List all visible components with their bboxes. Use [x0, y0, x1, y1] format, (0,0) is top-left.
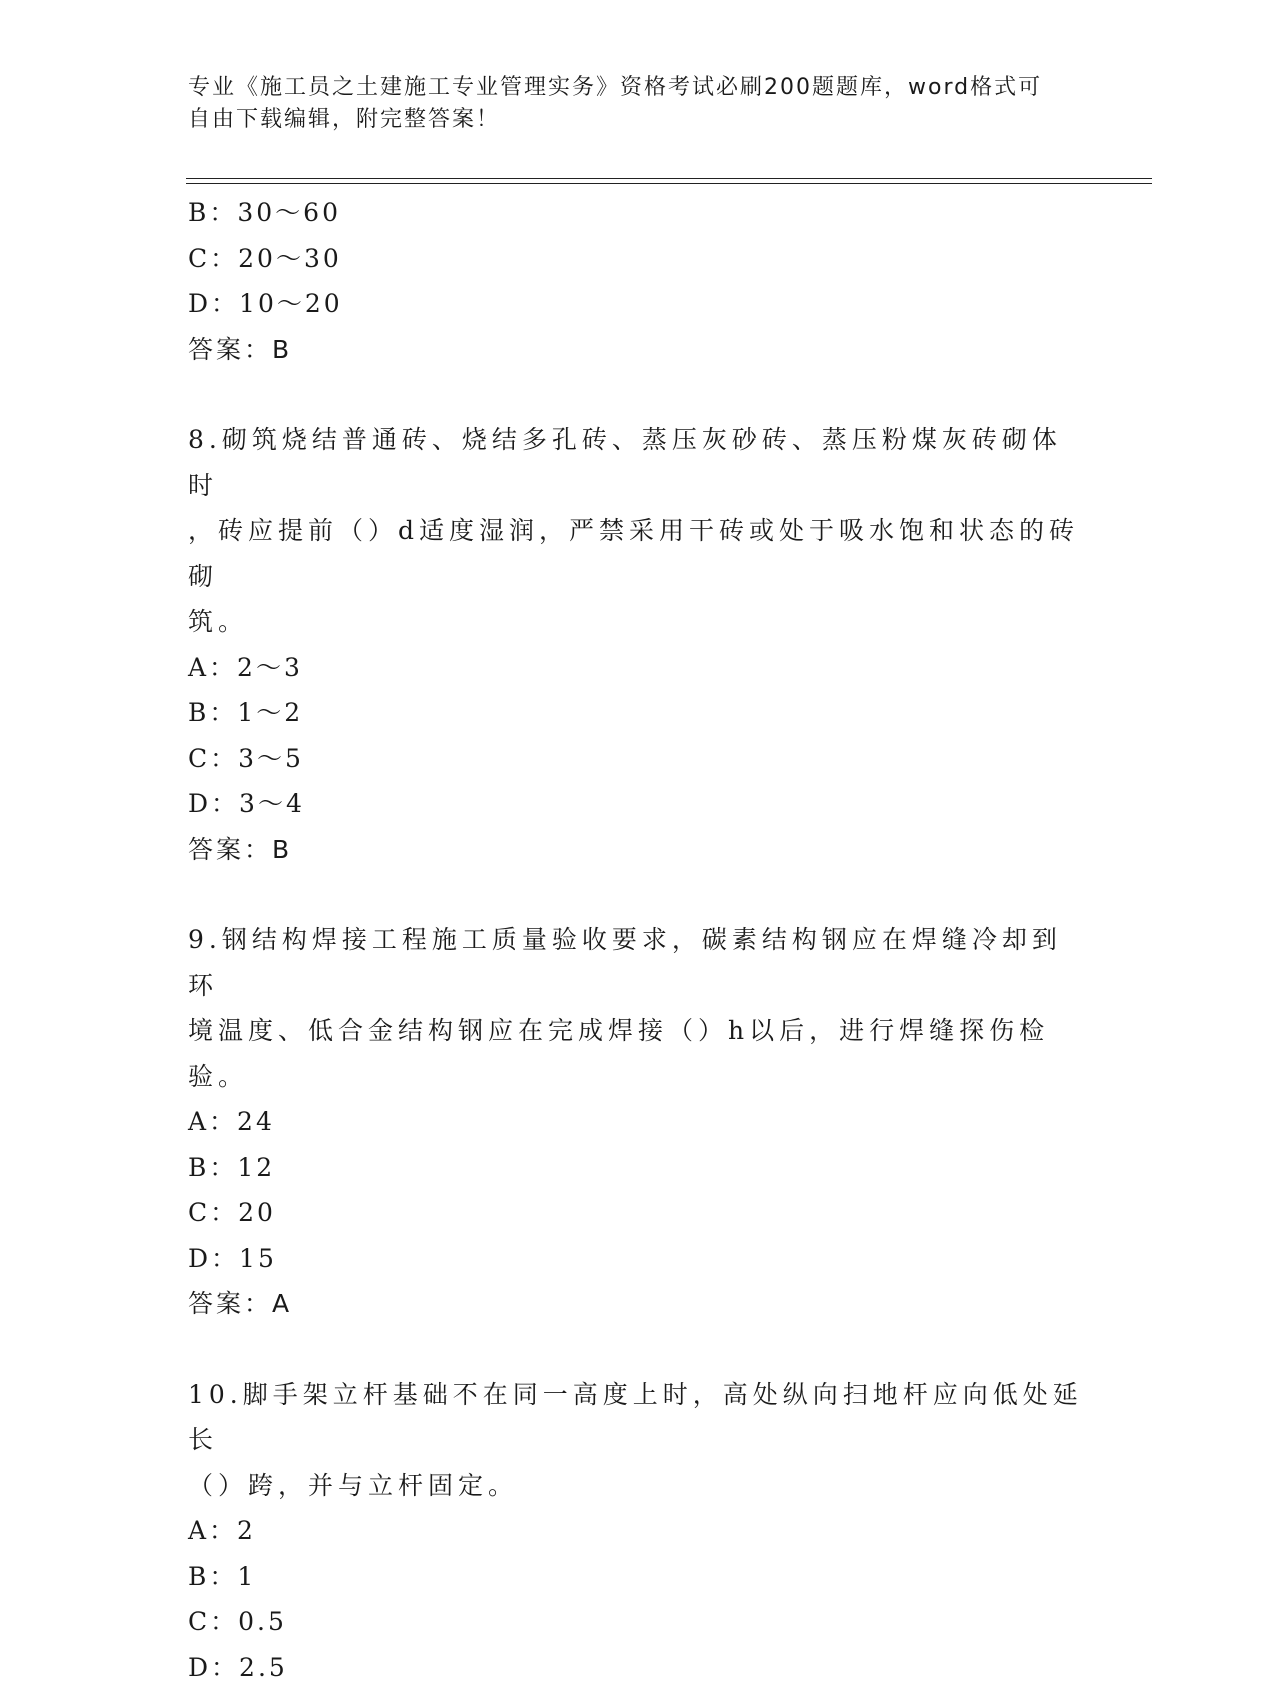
- header-divider-bottom: [186, 183, 1152, 184]
- option-d: D：15: [188, 1236, 1088, 1282]
- option-c: C：0.5: [188, 1599, 1088, 1645]
- option-a: A：24: [188, 1099, 1088, 1145]
- option-a: A：2: [188, 1508, 1088, 1554]
- header-divider-top: [186, 178, 1152, 179]
- question-7-tail: [188, 190, 1088, 372]
- header-line-2: 自由下载编辑，附完整答案！: [188, 104, 1068, 136]
- question-text: 8.砌筑烧结普通砖、烧结多孔砖、蒸压灰砂砖、蒸压粉煤灰砖砌体时 ，砖应提前（）d适度湿润，严禁采用干砖或处于吸水饱和状态的砖砌 筑。: [188, 417, 1088, 645]
- header-line-1: 专业《施工员之土建施工专业管理实务》资格考试必刷200题题库，word格式可: [188, 72, 1068, 104]
- question-text: 9.钢结构焊接工程施工质量验收要求，碳素结构钢应在焊缝冷却到环 境温度、低合金结构钢应在完成焊接（）h以后，进行焊缝探伤检验。: [188, 917, 1088, 1099]
- option-d: D：2.5: [188, 1645, 1088, 1690]
- question-text: 10.脚手架立杆基础不在同一高度上时，高处纵向扫地杆应向低处延长 （）跨，并与立杆固定。: [188, 1372, 1088, 1509]
- answer-label: 答案：B: [188, 827, 1088, 873]
- option-c: C：20: [188, 1190, 1088, 1236]
- option-d: D：10～20: [188, 281, 1088, 327]
- option-c: C：3～5: [188, 736, 1088, 782]
- question-9: [188, 917, 1088, 1327]
- answer-label: 答案：B: [188, 327, 1088, 373]
- document-body: [188, 190, 1088, 1690]
- option-b: B：12: [188, 1145, 1088, 1191]
- option-d: D：3～4: [188, 781, 1088, 827]
- option-b: B：30～60: [188, 190, 1088, 236]
- answer-label: 答案：A: [188, 1281, 1088, 1327]
- option-c: C：20～30: [188, 236, 1088, 282]
- document-header: [188, 72, 1068, 136]
- option-a: A：2～3: [188, 645, 1088, 691]
- option-b: B：1～2: [188, 690, 1088, 736]
- question-8: [188, 417, 1088, 872]
- question-10: [188, 1372, 1088, 1690]
- option-b: B：1: [188, 1554, 1088, 1600]
